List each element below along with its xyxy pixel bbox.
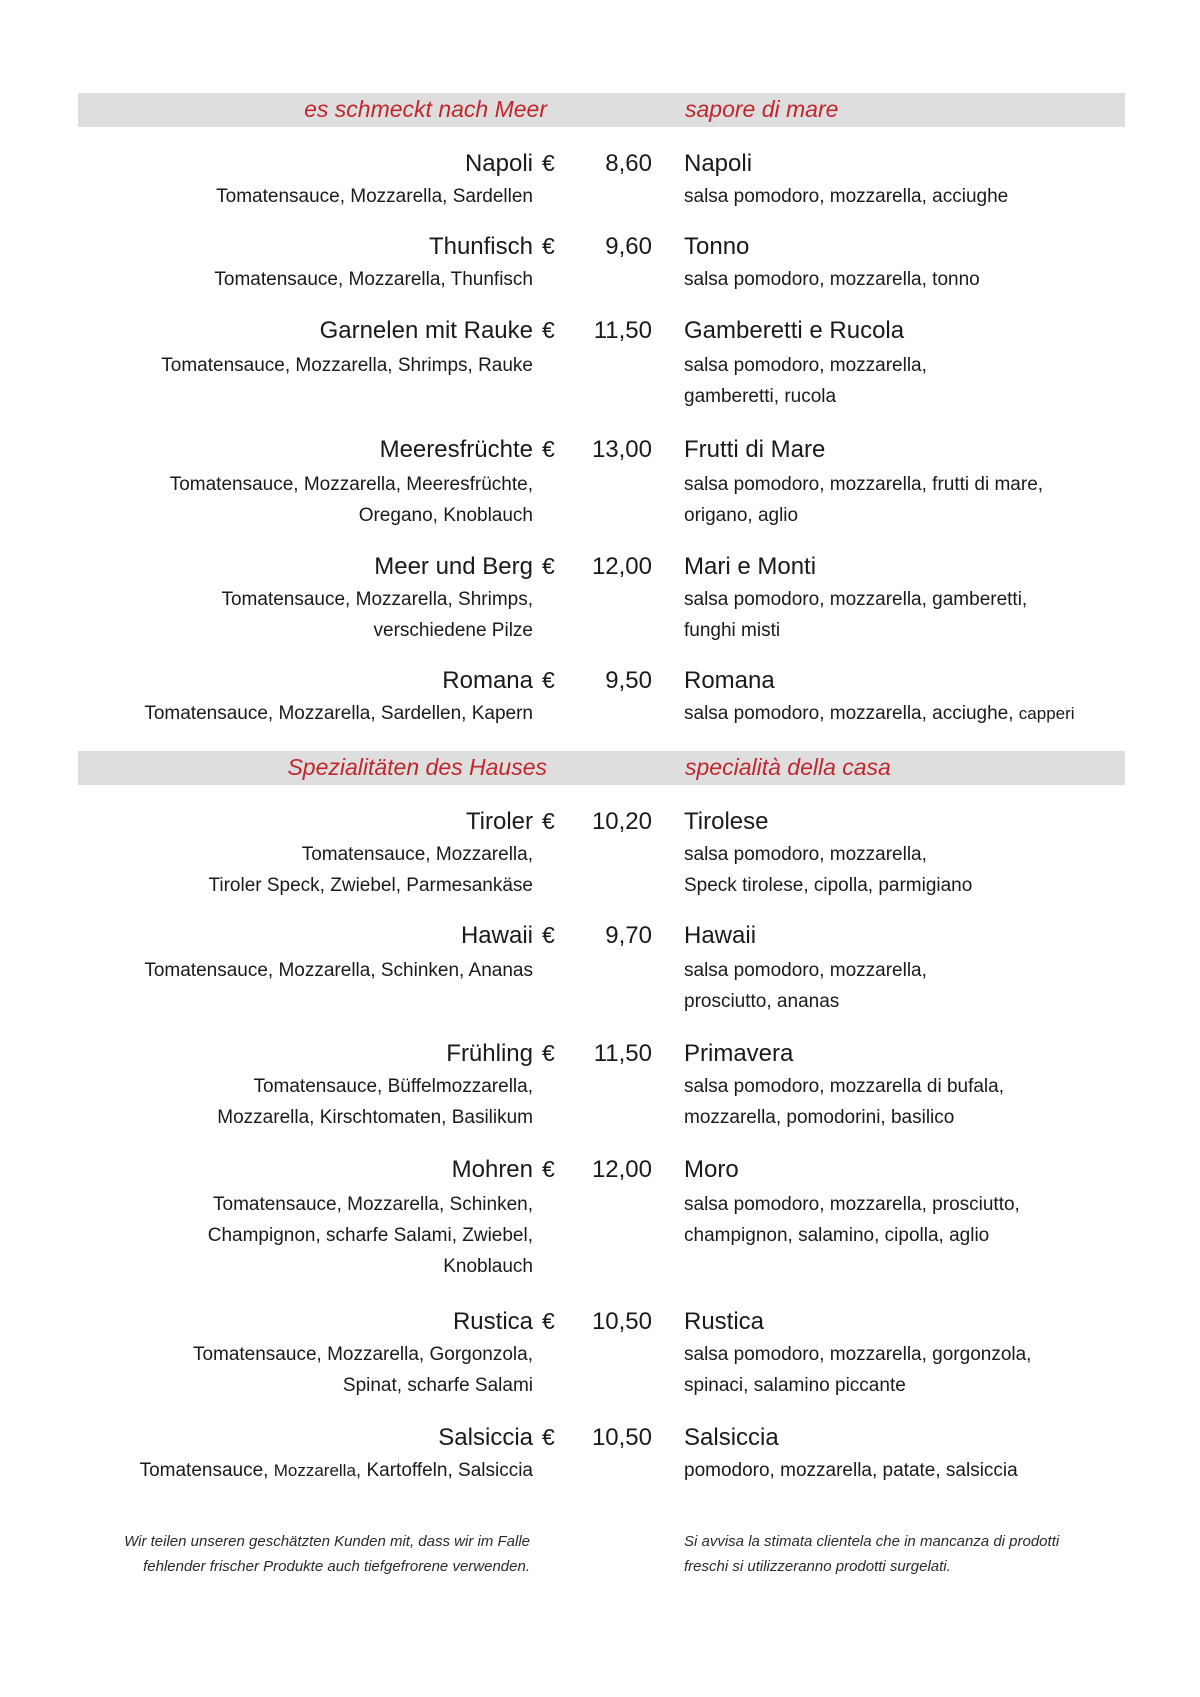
item-price: 11,50: [593, 317, 652, 344]
currency-symbol: €: [542, 1040, 555, 1066]
currency-symbol: €: [542, 436, 555, 462]
item-desc-de: Tomatensauce, Mozzarella, Schinken, Ananas: [144, 960, 533, 981]
section-header-sea: [78, 93, 1125, 127]
item-desc-it-small: capperi: [1018, 704, 1075, 723]
item-desc-de: Tomatensauce, Mozzarella, Tiroler Speck, Zwiebel, Parmesankäse: [208, 844, 533, 896]
item-price: 12,00: [591, 553, 652, 580]
item-desc-de: Tomatensauce, Mozzarella, Shrimps, verschiedene Pilze: [221, 589, 533, 641]
item-price: 10,20: [591, 808, 652, 835]
item-name-it: Romana: [684, 667, 775, 694]
item-name-de: Napoli: [464, 150, 533, 177]
item-price: 12,00: [591, 1156, 652, 1183]
item-name-de: Garnelen mit Rauke: [319, 317, 533, 344]
item-price: 9,50: [605, 667, 652, 694]
item-name-it: Napoli: [684, 150, 753, 177]
section-header-specialties: [78, 751, 1125, 785]
item-name-it: Primavera: [684, 1040, 794, 1067]
currency-symbol: €: [542, 1424, 555, 1450]
item-name-it: Salsiccia: [684, 1424, 779, 1451]
item-price: 11,50: [593, 1040, 652, 1067]
item-desc-it: salsa pomodoro, mozzarella, prosciutto, champignon, salamino, cipolla, aglio: [684, 1194, 1020, 1246]
item-desc-de: Tomatensauce, Mozzarella, Gorgonzola, Spinat, scharfe Salami: [192, 1344, 533, 1396]
item-desc-de: Tomatensauce, Büffelmozzarella, Mozzarella, Kirschtomaten, Basilikum: [217, 1076, 533, 1128]
item-name-it: Tirolese: [684, 808, 769, 835]
item-desc-it: salsa pomodoro, mozzarella, prosciutto, ananas: [684, 960, 927, 1012]
item-desc-it: salsa pomodoro, mozzarella, acciughe: [684, 186, 1009, 207]
item-name-it: Gamberetti e Rucola: [684, 317, 905, 344]
currency-symbol: €: [542, 667, 555, 693]
item-desc-it: pomodoro, mozzarella, patate, salsiccia: [684, 1460, 1018, 1481]
currency-symbol: €: [542, 317, 555, 343]
item-desc-it: salsa pomodoro, mozzarella, Speck tirolese, cipolla, parmigiano: [684, 844, 973, 896]
item-desc-de: Tomatensauce, Mozzarella, Thunfisch: [214, 269, 533, 290]
item-name-de: Meer und Berg: [374, 553, 533, 580]
item-desc-it: salsa pomodoro, mozzarella di bufala, mozzarella, pomodorini, basilico: [684, 1076, 1005, 1128]
item-name-it: Hawaii: [684, 922, 757, 949]
footer-note-it: Si avvisa la stimata clientela che in mancanza di prodotti freschi si utilizzeranno prodotti surgelati.: [684, 1533, 1060, 1575]
item-name-it: Tonno: [684, 233, 750, 260]
section-title-de: Spezialitäten des Hauses: [287, 754, 547, 780]
item-desc-de: Tomatensauce, Mozzarella, Sardellen, Kapern: [144, 703, 533, 724]
item-name-it: Frutti di Mare: [684, 436, 826, 463]
currency-symbol: €: [542, 233, 555, 259]
item-price: 9,70: [605, 922, 652, 949]
footer-note-de: Wir teilen unseren geschätzten Kunden mit, dass wir im Falle fehlender frischer Produkte auch tiefgefrorene verwenden.: [124, 1533, 530, 1575]
currency-symbol: €: [542, 922, 555, 948]
item-name-it: Mari e Monti: [684, 553, 817, 580]
item-name-de: Salsiccia: [438, 1424, 533, 1451]
item-desc-de: Tomatensauce, Mozzarella, Shrimps, Rauke: [161, 355, 533, 376]
item-desc-it: salsa pomodoro, mozzarella, acciughe, capperi: [684, 703, 1075, 724]
item-name-de: Rustica: [452, 1308, 533, 1335]
item-price: 10,50: [591, 1308, 652, 1335]
item-name-de: Tiroler: [465, 808, 533, 835]
item-desc-de: Tomatensauce, Mozzarella, Sardellen: [216, 186, 533, 207]
item-desc-it: salsa pomodoro, mozzarella, tonno: [684, 269, 980, 290]
section-title-it: specialità della casa: [685, 754, 891, 780]
currency-symbol: €: [542, 808, 555, 834]
item-price: 13,00: [591, 436, 652, 463]
item-desc-it: salsa pomodoro, mozzarella, gamberetti, funghi misti: [684, 589, 1028, 641]
item-price: 9,60: [605, 233, 652, 260]
item-name-de: Mohren: [451, 1156, 533, 1183]
item-desc-it: salsa pomodoro, mozzarella, frutti di mare, origano, aglio: [684, 474, 1044, 526]
currency-symbol: €: [542, 150, 555, 176]
section-title-it: sapore di mare: [685, 96, 839, 122]
item-desc-de: Tomatensauce, Mozzarella, Kartoffeln, Salsiccia: [139, 1460, 533, 1481]
item-desc-it: salsa pomodoro, mozzarella, gorgonzola, spinaci, salamino piccante: [684, 1344, 1032, 1396]
item-desc-it: salsa pomodoro, mozzarella, gamberetti, rucola: [684, 355, 927, 407]
currency-symbol: €: [542, 553, 555, 579]
item-name-it: Moro: [684, 1156, 739, 1183]
item-name-de: Hawaii: [460, 922, 533, 949]
section-title-de: es schmeckt nach Meer: [304, 96, 547, 122]
item-name-de: Frühling: [446, 1040, 533, 1067]
currency-symbol: €: [542, 1308, 555, 1334]
item-name-de: Meeresfrüchte: [379, 436, 533, 463]
item-price: 10,50: [591, 1424, 652, 1451]
item-desc-de: Tomatensauce, Mozzarella, Schinken, Champignon, scharfe Salami, Zwiebel, Knoblauch: [207, 1194, 533, 1277]
currency-symbol: €: [542, 1156, 555, 1182]
item-desc-de: Tomatensauce, Mozzarella, Meeresfrüchte, Oregano, Knoblauch: [169, 474, 533, 526]
item-name-de: Romana: [442, 667, 533, 694]
item-name-it: Rustica: [684, 1308, 765, 1335]
item-price: 8,60: [605, 150, 652, 177]
item-name-de: Thunfisch: [428, 233, 533, 260]
